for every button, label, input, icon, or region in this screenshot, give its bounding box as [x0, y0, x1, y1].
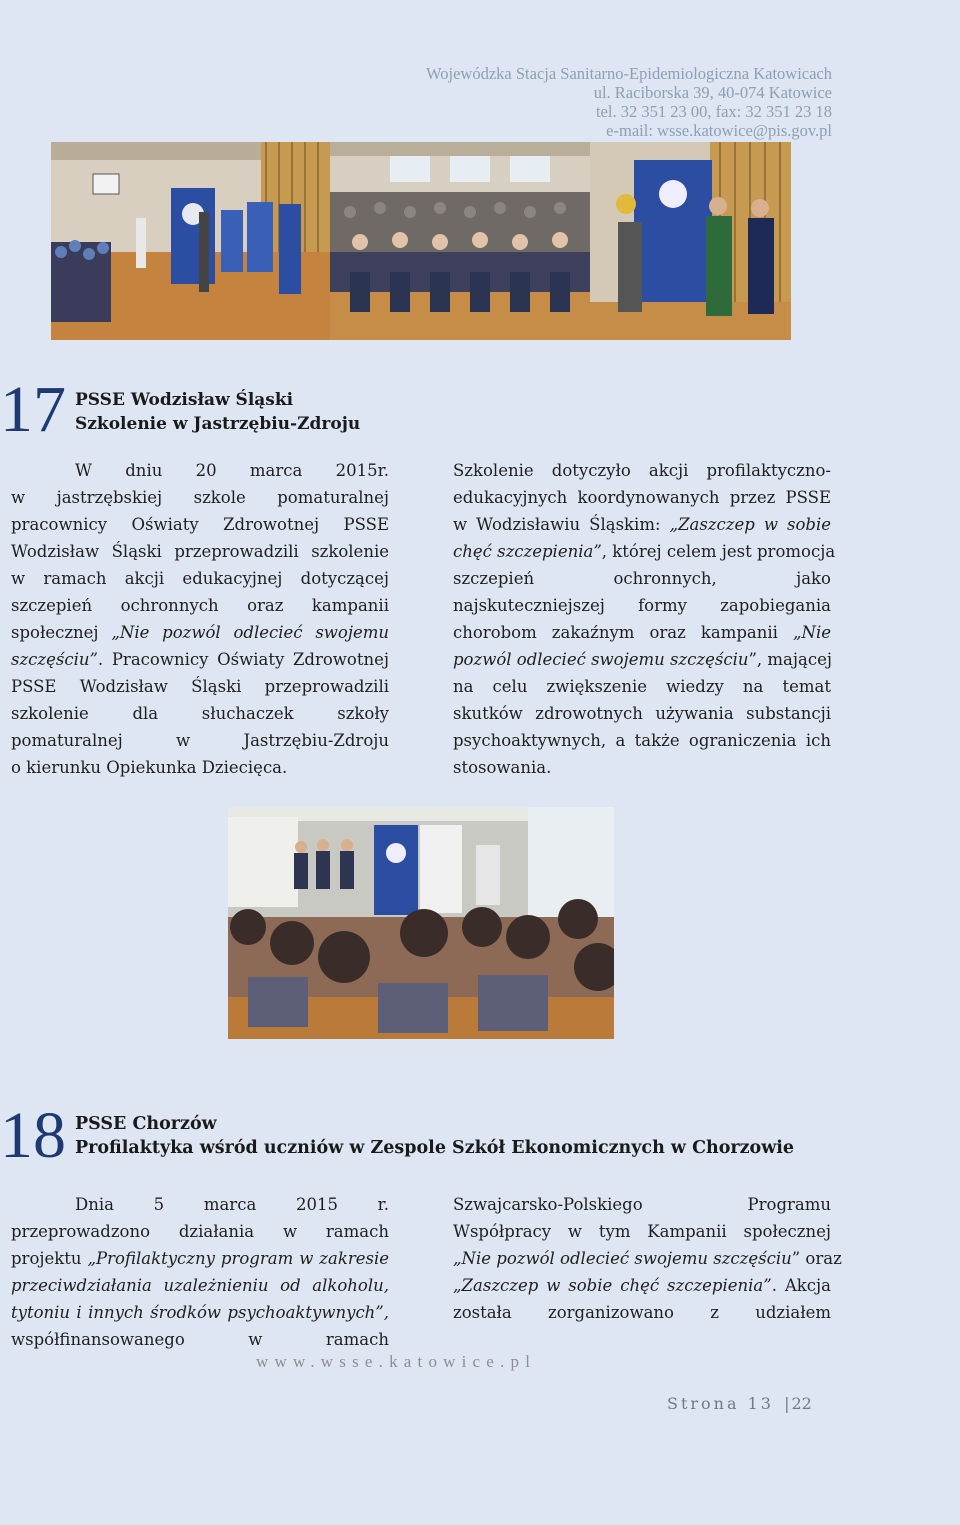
paragraph-line — [11, 1218, 389, 1245]
section-18-title-line1: PSSE Chorzów — [75, 1114, 217, 1134]
word: została — [453, 1303, 512, 1322]
word: 20 — [195, 461, 217, 480]
word: Szwajcarsko-Polskiego — [453, 1195, 643, 1214]
project-name: „Profilaktyczny program w zakresie — [87, 1249, 389, 1268]
photo-audience-students — [330, 142, 590, 340]
paragraph-line — [453, 1191, 831, 1218]
paragraph-line — [11, 457, 389, 484]
word: najskuteczniejszej — [453, 596, 605, 615]
footer-website-link[interactable]: www.wsse.katowice.pl — [256, 1352, 537, 1371]
paragraph-line — [11, 727, 389, 754]
photo-award-ceremony — [590, 142, 791, 340]
section-17-right-column — [453, 457, 836, 781]
word: r. — [377, 1195, 389, 1214]
section-17-title-line2: Szkolenie w Jastrzębiu-Zdroju — [75, 414, 361, 434]
paragraph-line: Wodzisław Śląski przeprowadzili szkolenie — [11, 542, 389, 561]
text-run: ”, mającej — [748, 650, 832, 669]
paragraph-line — [11, 1326, 389, 1353]
word: marca — [203, 1195, 257, 1214]
header-address — [426, 64, 832, 140]
paragraph-line: w ramach akcji edukacyjnej dotyczącej — [11, 569, 389, 588]
section-17-title-line1: PSSE Wodzisław Śląski — [75, 390, 294, 410]
paragraph-line — [11, 619, 389, 646]
paragraph-line: o kierunku Opiekunka Dziecięca. — [11, 758, 288, 777]
word: szczepień — [453, 569, 535, 588]
word: współfinansowanego — [11, 1330, 185, 1349]
section-17-number: 17 — [0, 373, 66, 446]
word: w — [248, 1330, 263, 1349]
paragraph-line — [11, 1191, 389, 1218]
section-17-left-column — [11, 457, 389, 781]
word: Programu — [747, 1195, 831, 1214]
page-total: 22 — [791, 1394, 812, 1413]
paragraph-line: pracownicy Oświaty Zdrowotnej PSSE — [11, 515, 389, 534]
campaign-name: „Zaszczep w sobie chęć szczepienia” — [453, 1276, 772, 1295]
word: ochronnych, — [613, 569, 717, 588]
section-18-right-column — [453, 1191, 842, 1326]
paragraph-line — [453, 1245, 842, 1272]
text-run: projektu — [11, 1249, 88, 1268]
word: W — [75, 461, 92, 480]
header-street: ul. Raciborska 39, 40-074 Katowice — [593, 83, 832, 102]
paragraph-line: Szkolenie dotyczyło akcji profilaktyczno- — [453, 461, 831, 480]
word: formy — [638, 596, 687, 615]
paragraph-line: szczepień ochronnych oraz kampanii — [11, 596, 389, 615]
section-18-title — [75, 1112, 794, 1160]
word: ramach — [325, 1222, 389, 1241]
paragraph-line: edukacyjnych koordynowanych przez PSSE — [453, 488, 831, 507]
paragraph-line — [11, 700, 389, 727]
section-17-title — [75, 388, 360, 436]
paragraph-line — [453, 511, 831, 538]
header-email: e-mail: wsse.katowice@pis.gov.pl — [606, 121, 832, 140]
paragraph-line: stosowania. — [453, 758, 552, 777]
text-run: społecznej — [11, 623, 112, 642]
page-label: Strona 13 — [667, 1394, 774, 1413]
paragraph-line — [11, 1299, 389, 1326]
word: 5 — [153, 1195, 165, 1214]
word: dniu — [125, 461, 163, 480]
campaign-name: szczęściu” — [11, 650, 98, 669]
text-run: , której celem jest promocja — [601, 542, 836, 561]
paragraph-line: Współpracy w tym Kampanii społecznej — [453, 1222, 831, 1241]
word: Jastrzębiu-Zdroju — [243, 731, 389, 750]
word: szkoły — [337, 704, 389, 723]
word: działania — [178, 1222, 255, 1241]
campaign-name: „Zaszczep w sobie — [669, 515, 831, 534]
paragraph-line — [453, 619, 831, 646]
word: pomaturalnej — [11, 731, 123, 750]
text-run: chorobom zakaźnym oraz kampanii — [453, 623, 793, 642]
word: marca — [249, 461, 303, 480]
project-name: przeciwdziałania uzależnieniu od alkoholu, — [11, 1276, 389, 1295]
word: z — [710, 1303, 719, 1322]
word: 2015r. — [335, 461, 389, 480]
paragraph-line — [11, 1272, 389, 1299]
campaign-name: „Nie pozwól odlecieć swojemu szczęściu — [453, 1249, 792, 1268]
word: szkolenie — [11, 704, 89, 723]
campaign-name: chęć szczepienia” — [453, 542, 602, 561]
word: w — [282, 1222, 298, 1241]
word: słuchaczek — [201, 704, 294, 723]
page-number — [667, 1394, 812, 1413]
paragraph-line — [11, 646, 389, 673]
photo-gym-presentation — [51, 142, 330, 340]
campaign-name: pozwól odlecieć swojemu szczęściu — [453, 650, 749, 669]
campaign-name: „Nie pozwól odlecieć swojemu — [111, 623, 390, 642]
word: zorganizowano — [548, 1303, 674, 1322]
photo-classroom-training — [228, 807, 614, 1039]
header-org-name: Wojewódzka Stacja Sanitarno-Epidemiologiczna Katowicach — [426, 64, 832, 83]
paragraph-line — [453, 1299, 831, 1326]
word: ramach — [325, 1330, 389, 1349]
text-run: . Akcja — [771, 1276, 831, 1295]
paragraph-line — [453, 565, 831, 592]
word: przeprowadzono — [11, 1222, 151, 1241]
project-name: tytoniu i innych środków psychoaktywnych”, — [11, 1303, 389, 1322]
word: Dnia — [75, 1195, 114, 1214]
word: w — [176, 731, 191, 750]
paragraph-line — [453, 592, 831, 619]
text-run: ” oraz — [791, 1249, 842, 1268]
paragraph-line — [453, 646, 831, 673]
text-run: w Wodzisławiu Śląskim: — [453, 515, 670, 534]
paragraph-line: PSSE Wodzisław Śląski przeprowadzili — [11, 677, 389, 696]
section-18-number: 18 — [0, 1099, 66, 1172]
text-run: . Pracownicy Oświaty Zdrowotnej — [97, 650, 389, 669]
campaign-name: „Nie — [792, 623, 831, 642]
paragraph-line — [453, 538, 836, 565]
paragraph-line: skutków zdrowotnych używania substancji — [453, 704, 831, 723]
section-18-left-column — [11, 1191, 389, 1353]
word: dla — [132, 704, 159, 723]
paragraph-line: psychoaktywnych, a także ograniczenia ich — [453, 731, 831, 750]
page-separator: | — [784, 1394, 790, 1413]
paragraph-line — [453, 1272, 831, 1299]
word: udziałem — [755, 1303, 831, 1322]
word: 2015 — [295, 1195, 338, 1214]
paragraph-line — [11, 1245, 389, 1272]
paragraph-line: w jastrzębskiej szkole pomaturalnej — [11, 488, 389, 507]
paragraph-line: na celu zwiększenie wiedzy na temat — [453, 677, 831, 696]
header-phone: tel. 32 351 23 00, fax: 32 351 23 18 — [595, 102, 832, 121]
word: zapobiegania — [720, 596, 831, 615]
word: jako — [796, 569, 831, 588]
section-18-title-line2: Profilaktyka wśród uczniów w Zespole Szkół Ekonomicznych w Chorzowie — [75, 1138, 795, 1158]
